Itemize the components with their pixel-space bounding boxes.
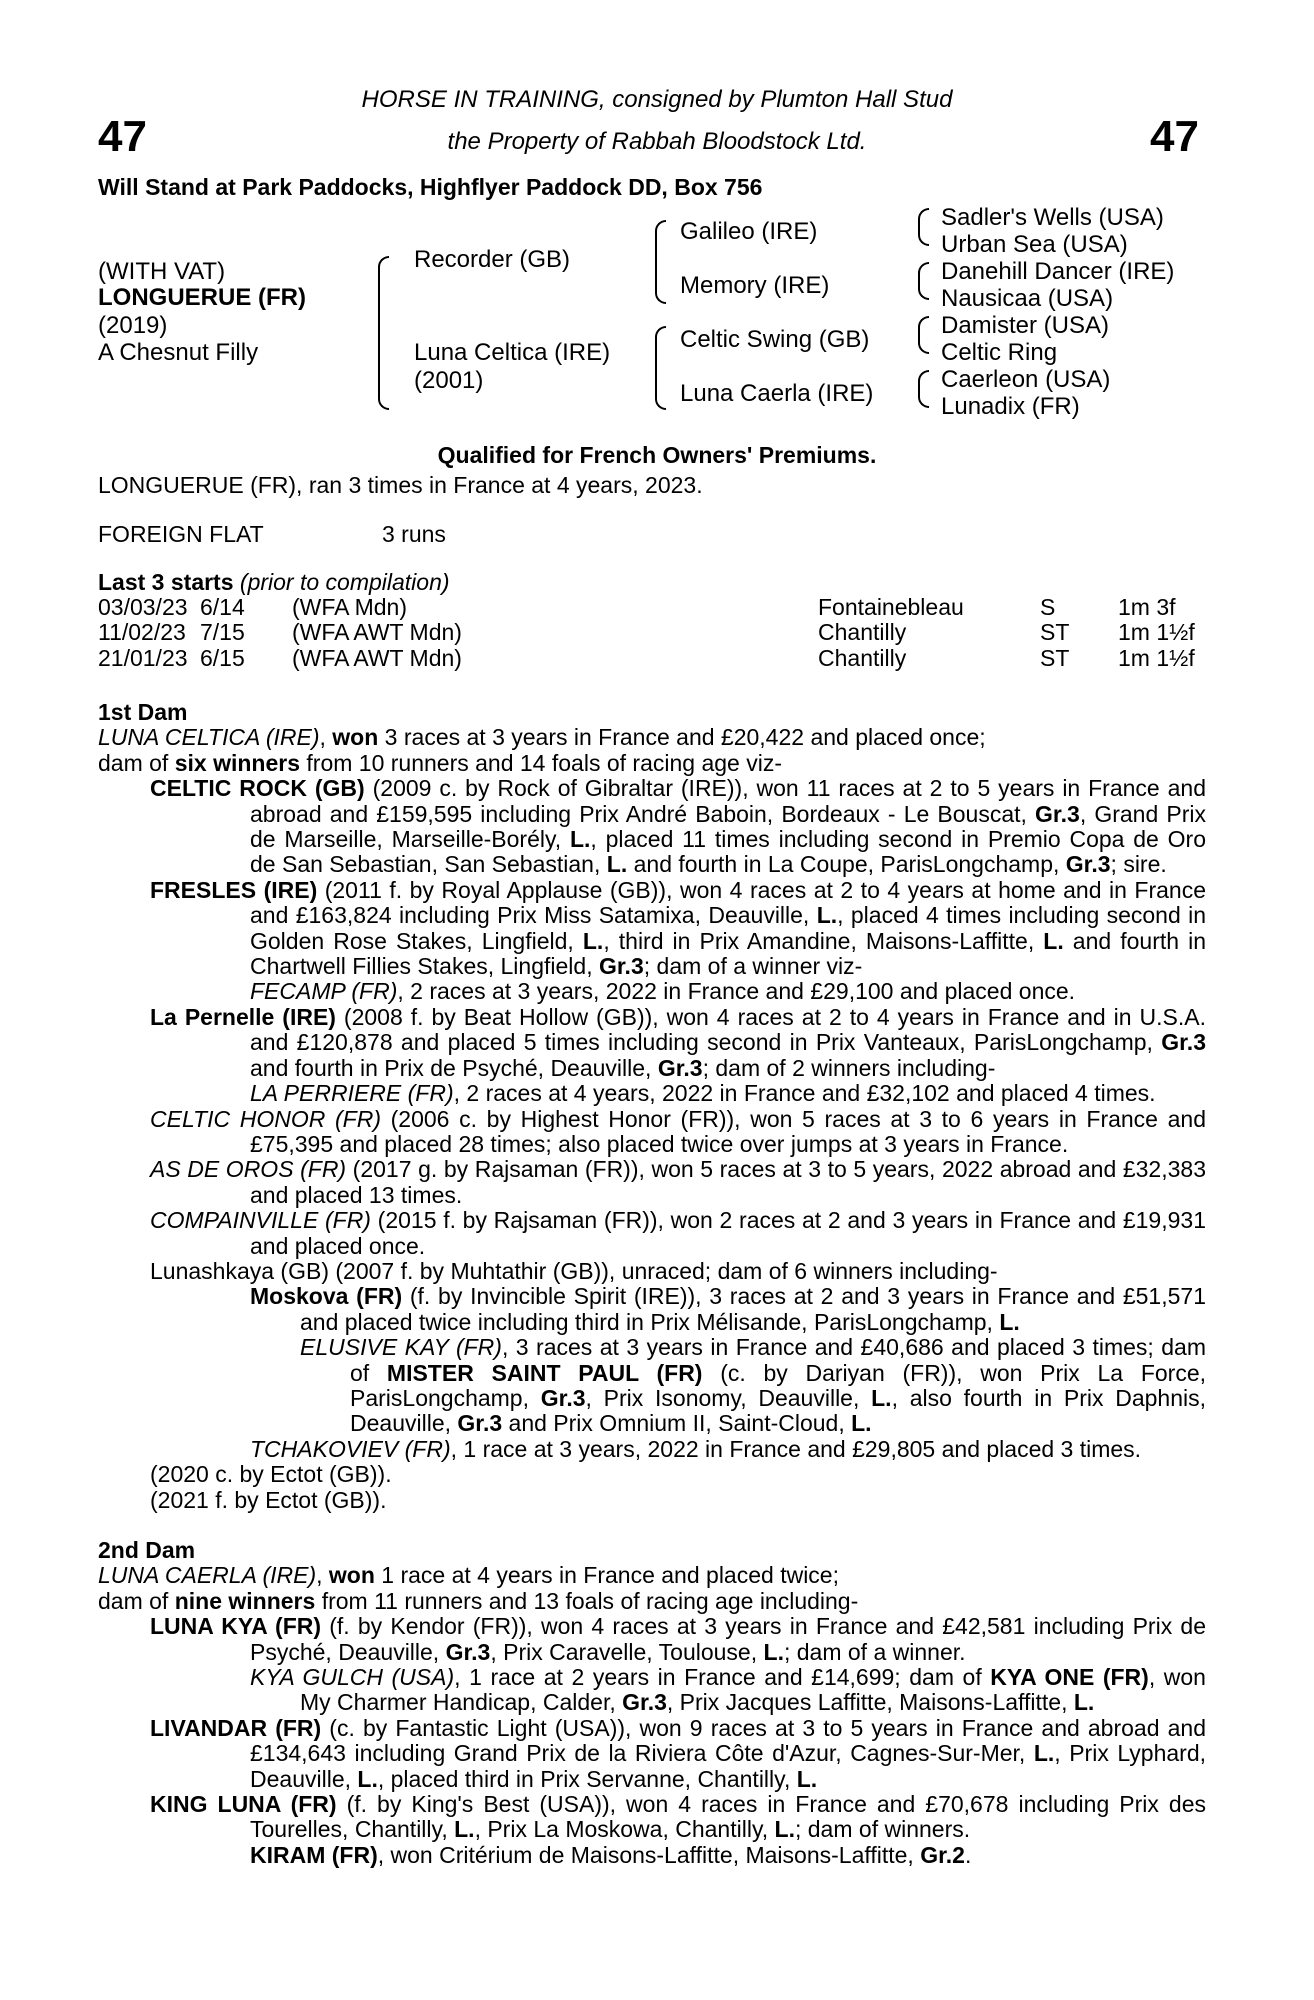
start-position: 6/14	[200, 594, 245, 620]
start-course: Chantilly	[818, 619, 907, 646]
pedigree-sdd: Nausicaa (USA)	[941, 285, 1114, 312]
entry-2021: (2021 f. by Ectot (GB)).	[150, 1486, 387, 1513]
pedigree-dss: Damister (USA)	[941, 312, 1110, 339]
last-starts-table	[98, 595, 1195, 671]
entry-compainville: COMPAINVILLE (FR) (2015 f. by Rajsaman (FR)), won 2 races at 2 and 3 years in France and £19,931 and placed once.	[150, 1207, 1206, 1259]
second-dam-produce-line: dam of nine winners from 11 runners and 13 foals of racing age including-	[98, 1587, 859, 1614]
pedigree-dam: Luna Celtica (IRE)	[414, 339, 611, 366]
pedigree-dds: Caerleon (USA)	[941, 366, 1111, 393]
second-dam-line: LUNA CAERLA (IRE), won 1 race at 4 years in France and placed twice;	[98, 1562, 839, 1589]
pedigree-brace-dam	[655, 326, 666, 410]
lot-number-left: 47	[98, 112, 147, 161]
entry-la-pernelle: La Pernelle (IRE) (2008 f. by Beat Hollow (GB)), won 4 races at 2 to 4 years in France and in U.S.A. and £120,878 and placed 5 times including second in Prix Vanteaux, ParisLongchamp, Gr.3 and fourth in Prix de Psyché, Deauville, Gr.3; dam of 2 winners including-	[150, 1003, 1206, 1081]
last-starts-heading	[98, 570, 450, 595]
pedigree-dam-year: (2001)	[414, 367, 484, 394]
entry-livandar: LIVANDAR (FR) (c. by Fantastic Light (USA)), won 9 races at 3 to 5 years in France and abroad and £134,643 including Grand Prix de la Riviera Côte d'Azur, Cagnes-Sur-Mer, L., Prix Lyphard, Deauville, L., placed third in Prix Servanne, Chantilly, L.	[150, 1714, 1206, 1792]
start-distance: 1m 1½f	[1118, 644, 1195, 671]
horse-description: A Chesnut Filly	[98, 339, 259, 366]
entry-kiram: KIRAM (FR), won Critérium de Maisons-Laffitte, Maisons-Laffitte, Gr.2.	[250, 1841, 972, 1868]
start-course: Fontainebleau	[818, 594, 964, 620]
entry-2020: (2020 c. by Ectot (GB)).	[150, 1461, 392, 1488]
entry-elusive-kay: ELUSIVE KAY (FR), 3 races at 3 years in France and £40,686 and placed 3 times; dam of MISTER SAINT PAUL (FR) (c. by Dariyan (FR)), won Prix La Force, ParisLongchamp, Gr.3, Prix Isonomy, Deauville, L., also fourth in Prix Daphnis, Deauville, Gr.3 and Prix Omnium II, Saint-Cloud, L.	[300, 1334, 1207, 1437]
pedigree-brace-main	[378, 256, 389, 410]
entry-fecamp: FECAMP (FR), 2 races at 3 years, 2022 in France and £29,100 and placed once.	[250, 978, 1076, 1005]
entry-kya-gulch: KYA GULCH (USA), 1 race at 2 years in France and £14,699; dam of KYA ONE (FR), won My Charmer Handicap, Calder, Gr.3, Prix Jacques Laffitte, Maisons-Laffitte, L.	[250, 1664, 1206, 1716]
lot-number-right: 47	[1150, 112, 1199, 161]
foreign-flat-label: FOREIGN FLAT	[98, 521, 264, 547]
vat-note: (WITH VAT)	[98, 258, 226, 285]
start-date: 03/03/23	[98, 594, 188, 620]
start-course: Chantilly	[818, 644, 907, 671]
pedigree-sss: Sadler's Wells (USA)	[941, 204, 1164, 231]
header-consignor: HORSE IN TRAINING, consigned by Plumton Hall Stud	[361, 86, 953, 113]
start-row	[98, 620, 1195, 645]
entry-king-luna: KING LUNA (FR) (f. by King's Best (USA)), won 4 races in France and £70,678 including Prix des Tourelles, Chantilly, L., Prix La Moskowa, Chantilly, L.; dam of winners.	[150, 1791, 1206, 1843]
pedigree-sds: Danehill Dancer (IRE)	[941, 258, 1175, 285]
start-race: (WFA Mdn)	[292, 594, 408, 620]
qualified-note: Qualified for French Owners' Premiums.	[437, 442, 877, 468]
ran-summary: LONGUERUE (FR), ran 3 times in France at 4 years, 2023.	[98, 472, 703, 498]
pedigree-dam-sire: Celtic Swing (GB)	[680, 326, 870, 353]
last-starts-note: (prior to compilation)	[239, 569, 450, 595]
entry-moskova: Moskova (FR) (f. by Invincible Spirit (IRE)), 3 races at 2 and 3 years in France and £51,571 and placed twice including third in Prix Mélisande, ParisLongchamp, L.	[250, 1283, 1206, 1335]
header-property: the Property of Rabbah Bloodstock Ltd.	[447, 128, 867, 155]
first-dam-heading: 1st Dam	[98, 699, 188, 725]
start-distance: 1m 1½f	[1118, 619, 1195, 646]
pedigree-sire-dam: Memory (IRE)	[680, 272, 830, 299]
first-dam-produce-line: dam of six winners from 10 runners and 14 foals of racing age viz-	[98, 749, 782, 776]
horse-year: (2019)	[98, 312, 168, 339]
entry-tchakoviev: TCHAKOVIEV (FR), 1 race at 3 years, 2022 in France and £29,805 and placed 3 times.	[250, 1435, 1142, 1462]
first-dam-line: LUNA CELTICA (IRE), won 3 races at 3 years in France and £20,422 and placed once;	[98, 724, 986, 751]
start-going: ST	[1040, 644, 1070, 671]
pedigree-brace-sd	[918, 262, 929, 300]
start-date: 21/01/23	[98, 644, 188, 671]
start-position: 7/15	[200, 619, 245, 646]
pedigree-ddd: Lunadix (FR)	[941, 393, 1080, 420]
pedigree-brace-sire	[655, 220, 666, 304]
pedigree-dam-dam: Luna Caerla (IRE)	[680, 380, 874, 407]
start-row	[98, 646, 1195, 671]
pedigree-ssd: Urban Sea (USA)	[941, 231, 1128, 258]
horse-name: LONGUERUE (FR)	[98, 284, 306, 311]
entry-lunashkaya: Lunashkaya (GB) (2007 f. by Muhtathir (GB)), unraced; dam of 6 winners including-	[150, 1257, 998, 1284]
pedigree-sire-sire: Galileo (IRE)	[680, 218, 818, 245]
start-distance: 1m 3f	[1118, 594, 1176, 620]
entry-fresles: FRESLES (IRE) (2011 f. by Royal Applause (GB)), won 4 races at 2 to 4 years at home and in France and £163,824 including Prix Miss Satamixa, Deauville, L., placed 4 times including second in Golden Rose Stakes, Lingfield, L., third in Prix Amandine, Maisons-Laffitte, L. and fourth in Chartwell Fillies Stakes, Lingfield, Gr.3; dam of a winner viz-	[150, 876, 1207, 980]
start-race: (WFA AWT Mdn)	[292, 619, 462, 646]
start-going: ST	[1040, 619, 1070, 646]
second-dam-heading: 2nd Dam	[98, 1537, 196, 1563]
pedigree-brace-ss	[918, 208, 929, 246]
pedigree-brace-dd	[918, 370, 929, 408]
pedigree-brace-ds	[918, 316, 929, 354]
pedigree-dsd: Celtic Ring	[941, 339, 1058, 366]
start-row	[98, 595, 1195, 620]
entry-as-de-oros: AS DE OROS (FR) (2017 g. by Rajsaman (FR)), won 5 races at 3 to 5 years, 2022 abroad and £32,383 and placed 13 times.	[150, 1156, 1206, 1208]
start-race: (WFA AWT Mdn)	[292, 644, 462, 671]
entry-luna-kya: LUNA KYA (FR) (f. by Kendor (FR)), won 4 races at 3 years in France and £42,581 including Prix de Psyché, Deauville, Gr.3, Prix Caravelle, Toulouse, L.; dam of a winner.	[150, 1613, 1206, 1665]
pedigree-sire: Recorder (GB)	[414, 246, 571, 273]
start-position: 6/15	[200, 644, 245, 671]
start-going: S	[1040, 594, 1056, 620]
stand-location: Will Stand at Park Paddocks, Highflyer Paddock DD, Box 756	[98, 174, 763, 200]
start-date: 11/02/23	[98, 619, 186, 646]
last-starts-title: Last 3 starts	[98, 569, 234, 595]
first-dam-section	[98, 700, 1206, 1868]
foreign-flat-runs: 3 runs	[382, 521, 446, 547]
entry-la-perriere: LA PERRIERE (FR), 2 races at 4 years, 2022 in France and £32,102 and placed 4 times.	[250, 1080, 1156, 1107]
entry-celtic-honor: CELTIC HONOR (FR) (2006 c. by Highest Honor (FR)), won 5 races at 3 to 6 years in France and £75,395 and placed 28 times; also placed twice over jumps at 3 years in France.	[150, 1105, 1206, 1157]
entry-celtic-rock: CELTIC ROCK (GB) (2009 c. by Rock of Gibraltar (IRE)), won 11 races at 2 to 5 years in France and abroad and £159,595 including Prix André Baboin, Bordeaux - Le Bouscat, Gr.3, Grand Prix de Marseille, Marseille-Borély, L., placed 11 times including second in Premio Copa de Oro de San Sebastian, San Sebastian, L. and fourth in La Coupe, ParisLongchamp, Gr.3; sire.	[150, 775, 1206, 878]
